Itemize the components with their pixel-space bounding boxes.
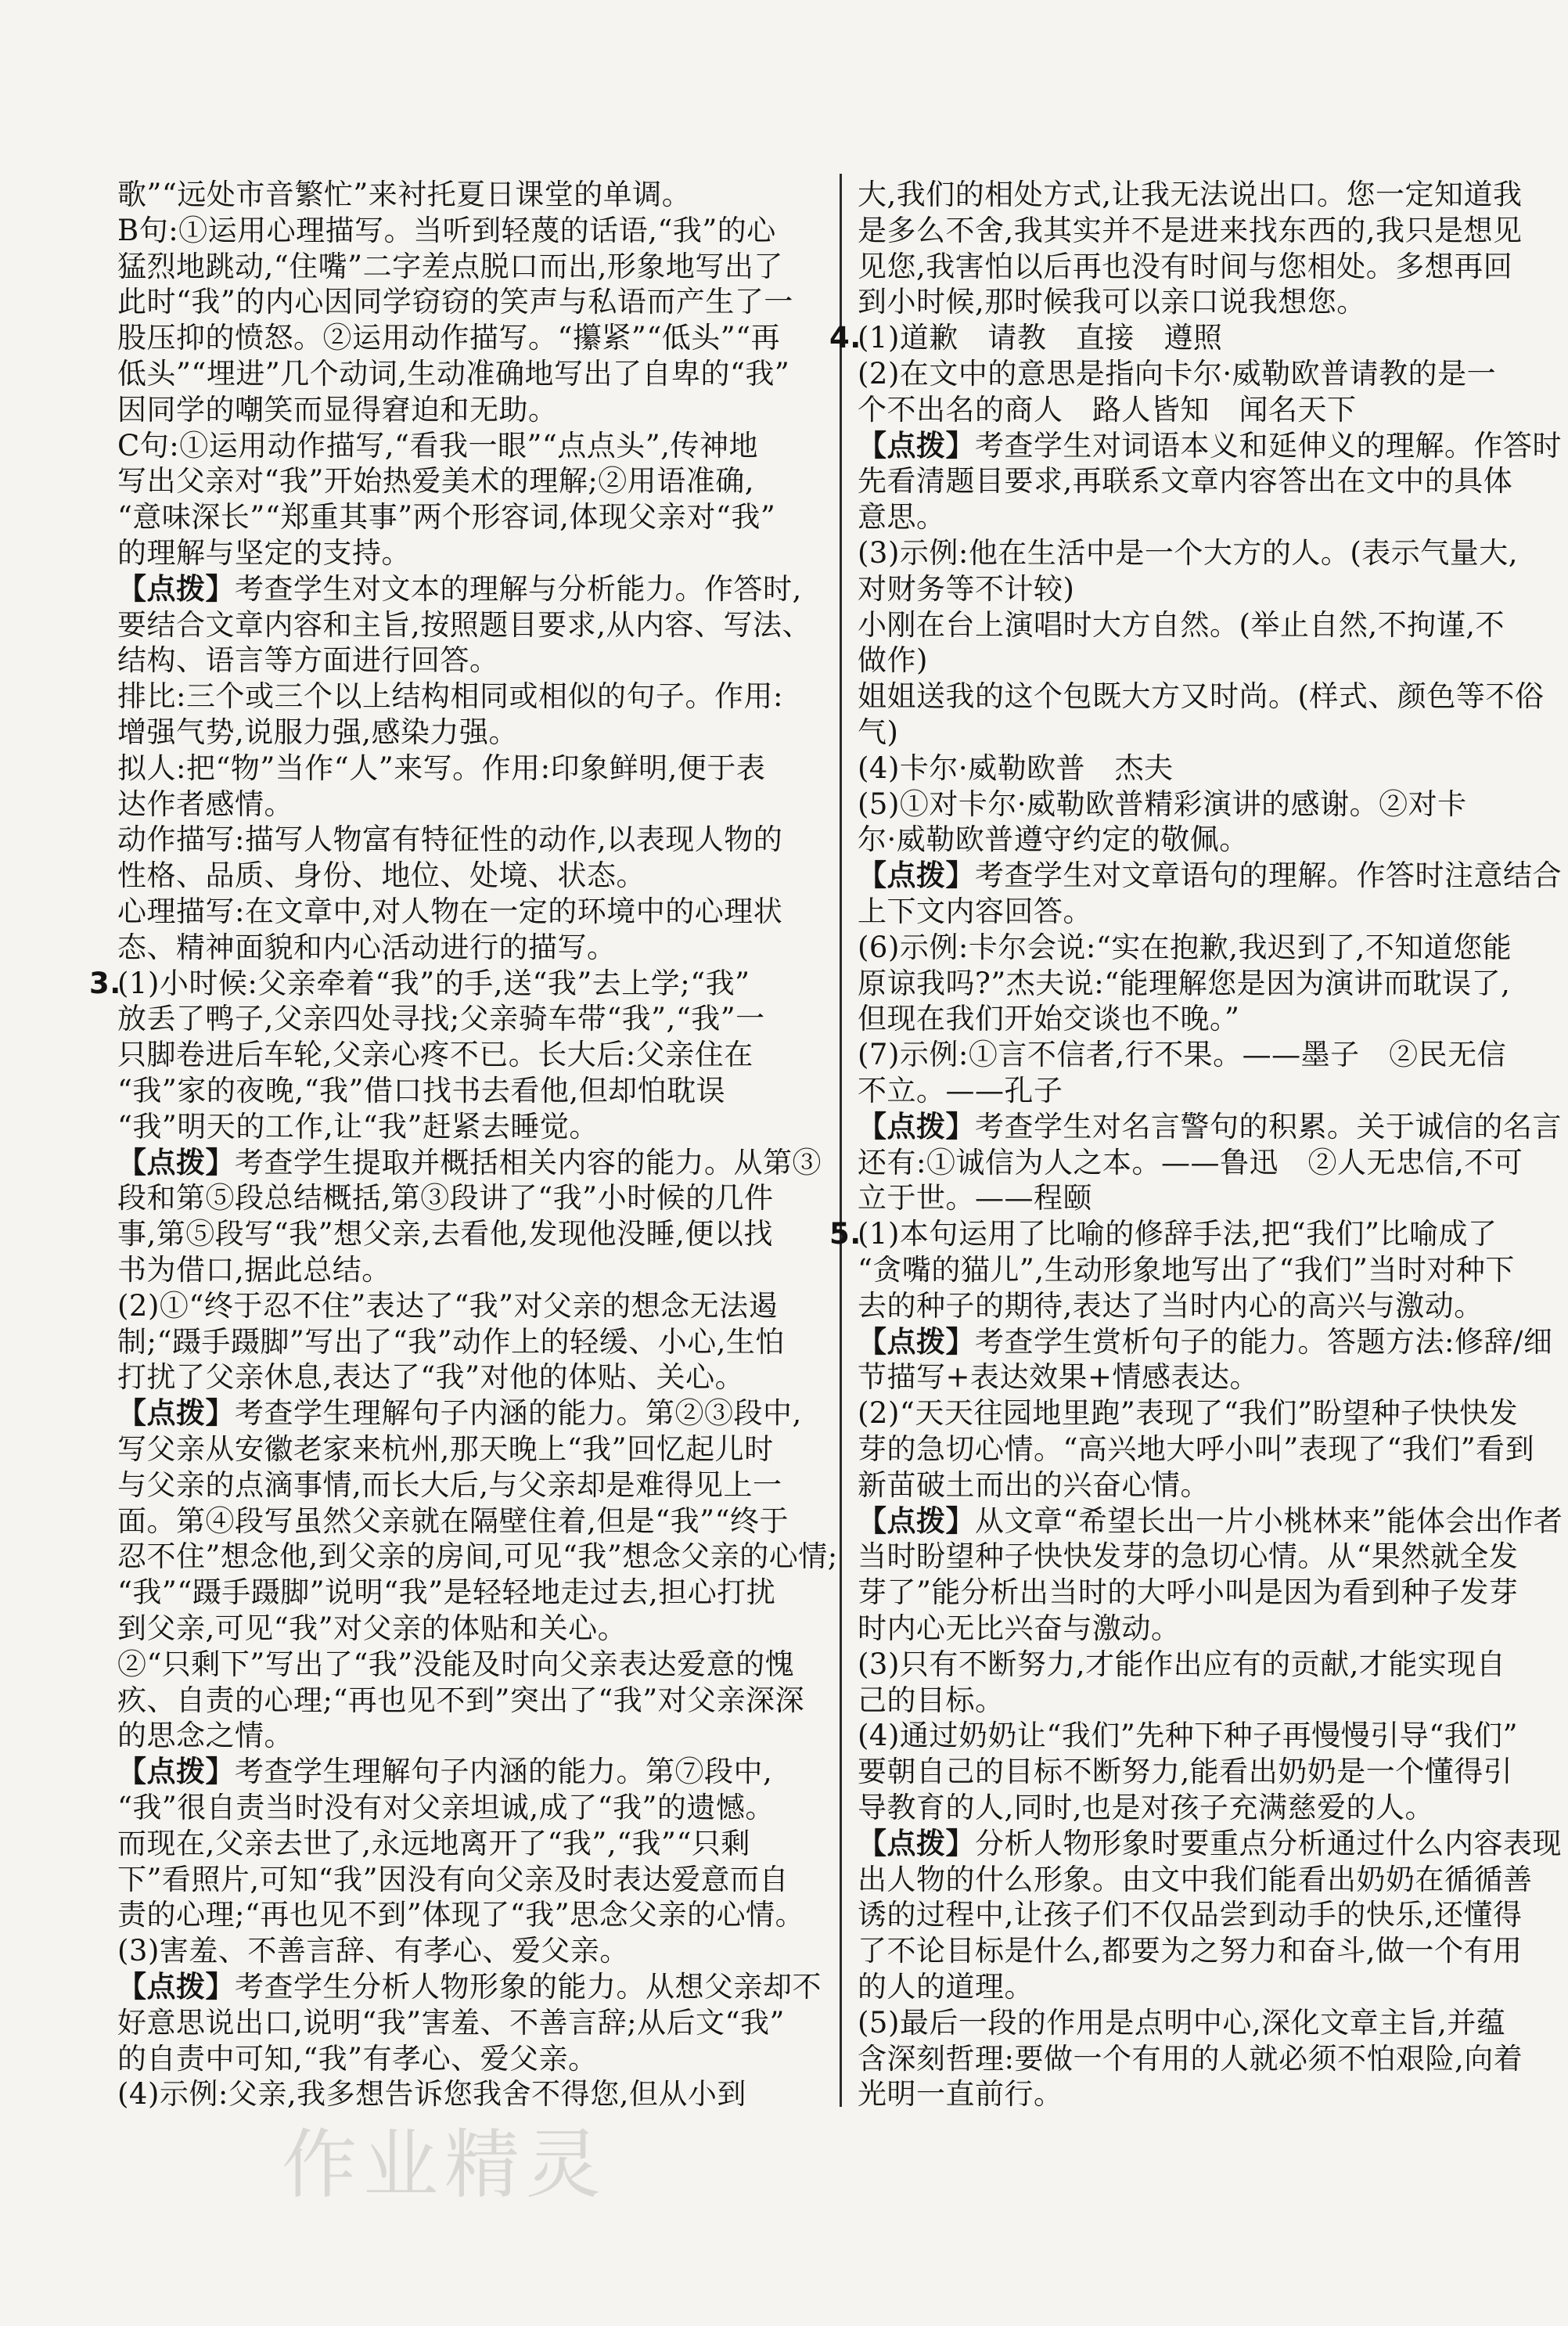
line-text: 导教育的人,同时,也是对孩子充满慈爱的人。 (858, 1791, 1435, 1824)
line-text: 打扰了父亲休息,表达了“我”对他的体贴、关心。 (117, 1360, 745, 1395)
line-text: 考查学生对文章语句的理解。作答时注意结合 (975, 859, 1562, 893)
line-text: 含深刻哲理:要做一个有用的人就必须不怕艰险,向着 (858, 2041, 1523, 2076)
line-text: 要朝自己的目标不断努力,能看出奶奶是一个懂得引 (858, 1755, 1513, 1789)
line-text: (2)在文中的意思是指向卡尔·威勒欧普请教的是一 (858, 357, 1497, 391)
line-text: (1)小时候:父亲牵着“我”的手,送“我”去上学;“我” (117, 966, 750, 1000)
line-text: 见您,我害怕以后再也没有时间与您相处。多想再回 (858, 249, 1513, 283)
line-text: 当时盼望种子快快发芽的急切心情。从“果然就全发 (858, 1539, 1519, 1574)
line-text: 好意思说出口,说明“我”害羞、不善言辞;从后文“我” (117, 2005, 785, 2040)
line-text: 原谅我吗?”杰夫说:“能理解您是因为演讲而耽误了, (858, 966, 1511, 1000)
line-text: 排比:三个或三个以上结构相同或相似的句子。作用: (117, 679, 783, 714)
line-text: 下”看照片,可知“我”因没有向父亲及时表达爱意而自 (117, 1862, 789, 1896)
line-text: 要结合文章内容和主旨,按照题目要求,从内容、写法、 (117, 607, 812, 642)
line-text: 写父亲从安徽老家来杭州,那天晚上“我”回忆起儿时 (117, 1432, 774, 1466)
hint-tag: 【点拨】 (858, 1503, 975, 1538)
line-text: 对财务等不计较) (858, 571, 1075, 606)
question-number: 3. (89, 966, 121, 1000)
hint-tag: 【点拨】 (858, 859, 975, 893)
line-text: 性格、品质、身份、地位、处境、状态。 (117, 859, 646, 893)
line-text: (1)本句运用了比喻的修辞手法,把“我们”比喻成了 (858, 1217, 1498, 1251)
line-text: 芽的急切心情。“高兴地大呼小叫”表现了“我们”看到 (858, 1432, 1535, 1466)
line-text: 到父亲,可见“我”对父亲的体贴和关心。 (117, 1611, 628, 1645)
line-text: 气) (858, 715, 899, 749)
line-text: 芽了”能分析出当时的大呼小叫是因为看到种子发芽 (858, 1575, 1519, 1610)
line-text: (4)卡尔·威勒欧普 杰夫 (858, 751, 1174, 785)
line-text: 写出父亲对“我”开始热爱美术的理解;②用语准确, (117, 464, 755, 499)
line-text: 己的目标。 (858, 1683, 1005, 1717)
line-text: 意思。 (858, 500, 946, 535)
line-text: 大,我们的相处方式,让我无法说出口。您一定知道我 (858, 178, 1523, 211)
line-text: 个不出名的商人 路人皆知 闻名天下 (858, 392, 1357, 427)
line-text: (3)害羞、不善言辞、有孝心、爱父亲。 (117, 1934, 629, 1968)
line-text: 考查学生赏析句子的能力。答题方法:修辞/细 (975, 1324, 1553, 1359)
line-text: 动作描写:描写人物富有特征性的动作,以表现人物的 (117, 823, 783, 857)
line-text: 不立。——孔子 (858, 1074, 1063, 1107)
line-text: 考查学生对文本的理解与分析能力。作答时, (235, 571, 802, 606)
line-text: 诱的过程中,让孩子们不仅品尝到动手的快乐,还懂得 (858, 1898, 1523, 1932)
question-number: 5. (829, 1217, 861, 1251)
line-text: 去的种子的期待,表达了当时内心的高兴与激动。 (858, 1288, 1483, 1323)
line-text: 制;“蹑手蹑脚”写出了“我”动作上的轻缓、小心,生怕 (117, 1324, 785, 1359)
line-text: (4)通过奶奶让“我们”先种下种子再慢慢引导“我们” (858, 1719, 1519, 1753)
question-number: 4. (829, 321, 861, 355)
line-text: ②“只剩下”写出了“我”没能及时向父亲表达爱意的愧 (117, 1647, 795, 1681)
line-text: 考查学生提取并概括相关内容的能力。从第③ (235, 1145, 822, 1179)
line-text: 了不论目标是什么,都要为之努力和奋斗,做一个有用 (858, 1934, 1523, 1968)
line-text: “我”“蹑手蹑脚”说明“我”是轻轻地走过去,担心打扰 (117, 1575, 776, 1610)
line-text: 的理解与坚定的支持。 (117, 536, 411, 570)
line-text: (4)示例:父亲,我多想告诉您我舍不得您,但从小到 (117, 2077, 746, 2112)
line-text: “意味深长”“郑重其事”两个形容词,体现父亲对“我” (117, 500, 776, 535)
line-text: 与父亲的点滴事情,而长大后,与父亲却是难得见上一 (117, 1467, 782, 1502)
column-divider (840, 174, 842, 2107)
hint-tag: 【点拨】 (117, 1396, 235, 1431)
line-text: “贪嘴的猫儿”,生动形象地写出了“我们”当时对种下 (858, 1253, 1515, 1287)
line-text: 分析人物形象时要重点分析通过什么内容表现 (975, 1826, 1562, 1860)
line-text: 考查学生对词语本义和延伸义的理解。作答时 (975, 428, 1562, 463)
line-text: 态、精神面貌和内心活动进行的描写。 (117, 930, 617, 964)
line-text: C句:①运用动作描写,“看我一眼”“点点头”,传神地 (117, 428, 758, 463)
line-text: 新苗破土而出的兴奋心情。 (858, 1467, 1210, 1502)
line-text: 是多么不舍,我其实并不是进来找东西的,我只是想见 (858, 213, 1523, 247)
line-text: 此时“我”的内心因同学窃窃的笑声与私语而产生了一 (117, 285, 793, 319)
line-text: 猛烈地跳动,“住嘴”二字差点脱口而出,形象地写出了 (117, 249, 783, 283)
line-text: 但现在我们开始交谈也不晚。” (858, 1002, 1240, 1036)
line-text: B句:①运用心理描写。当听到轻蔑的话语,“我”的心 (117, 213, 776, 247)
line-text: 股压抑的愤怒。②运用动作描写。“攥紧”“低头”“再 (117, 321, 781, 355)
line-text: 小刚在台上演唱时大方自然。(举止自然,不拘谨,不 (858, 607, 1505, 642)
hint-tag: 【点拨】 (117, 1755, 235, 1789)
line-text: “我”很自责当时没有对父亲坦诚,成了“我”的遗憾。 (117, 1791, 775, 1824)
hint-tag: 【点拨】 (117, 1145, 235, 1179)
line-text: 尔·威勒欧普遵守约定的敬佩。 (858, 823, 1249, 857)
line-text: 责的心理;“再也见不到”体现了“我”思念父亲的心情。 (117, 1898, 805, 1932)
line-text: 放丢了鸭子,父亲四处寻找;父亲骑车带“我”,“我”一 (117, 1002, 765, 1036)
line-text: (7)示例:①言不信者,行不果。——墨子 ②民无信 (858, 1038, 1507, 1072)
line-text: 事,第⑤段写“我”想父亲,去看他,发现他没睡,便以找 (117, 1217, 773, 1251)
line-text: 的思念之情。 (117, 1719, 293, 1753)
line-text: 考查学生分析人物形象的能力。从想父亲却不 (235, 1970, 822, 2004)
line-text: 疚、自责的心理;“再也见不到”突出了“我”对父亲深深 (117, 1683, 805, 1717)
line-text: 做作) (858, 643, 928, 678)
hint-tag: 【点拨】 (117, 1970, 235, 2004)
text-line (858, 2073, 1063, 2115)
line-text: 从文章“希望长出一片小桃林来”能体会出作者 (975, 1503, 1563, 1538)
line-text: (3)只有不断努力,才能作出应有的贡献,才能实现自 (858, 1647, 1506, 1681)
line-text: 上下文内容回答。 (858, 895, 1092, 928)
line-text: 增强气势,说服力强,感染力强。 (117, 715, 519, 749)
line-text: 因同学的嘲笑而显得窘迫和无助。 (117, 392, 558, 427)
line-text: 考查学生理解句子内涵的能力。第⑦段中, (235, 1755, 773, 1789)
line-text: (6)示例:卡尔会说:“实在抱歉,我迟到了,不知道您能 (858, 930, 1512, 964)
hint-tag: 【点拨】 (117, 571, 235, 606)
line-text: 只脚卷进后车轮,父亲心疼不已。长大后:父亲住在 (117, 1038, 753, 1072)
line-text: 低头”“埋进”几个动词,生动准确地写出了自卑的“我” (117, 357, 790, 391)
line-text: 的人的道理。 (858, 1970, 1034, 2004)
line-text: (5)最后一段的作用是点明中心,深化文章主旨,并蕴 (858, 2005, 1506, 2040)
line-text: 拟人:把“物”当作“人”来写。作用:印象鲜明,便于表 (117, 751, 766, 785)
line-text: 书为借口,据此总结。 (117, 1253, 391, 1287)
line-text: (5)①对卡尔·威勒欧普精彩演讲的感谢。②对卡 (858, 787, 1467, 821)
line-text: 光明一直前行。 (858, 2077, 1063, 2112)
line-text: 结构、语言等方面进行回答。 (117, 643, 499, 678)
hint-tag: 【点拨】 (858, 1324, 975, 1359)
line-text: 姐姐送我的这个包既大方又时尚。(样式、颜色等不俗 (858, 679, 1545, 714)
line-text: (2)“天天往园地里跑”表现了“我们”盼望种子快快发 (858, 1396, 1519, 1431)
line-text: 歌”“远处市音繁忙”来衬托夏日课堂的单调。 (117, 178, 692, 211)
line-text: “我”家的夜晚,“我”借口找书去看他,但却怕耽误 (117, 1074, 726, 1107)
line-text: 时内心无比兴奋与激动。 (858, 1611, 1181, 1645)
line-text: (2)①“终于忍不住”表达了“我”对父亲的想念无法遏 (117, 1288, 779, 1323)
line-text: “我”明天的工作,让“我”赶紧去睡觉。 (117, 1109, 599, 1143)
line-text: 心理描写:在文章中,对人物在一定的环境中的心理状 (117, 895, 783, 928)
line-text: 出人物的什么形象。由文中我们能看出奶奶在循循善 (858, 1862, 1533, 1896)
line-text: 的自责中可知,“我”有孝心、爱父亲。 (117, 2041, 598, 2076)
hint-tag: 【点拨】 (858, 428, 975, 463)
line-text: 到小时候,那时候我可以亲口说我想您。 (858, 285, 1366, 319)
text-line (858, 604, 1505, 646)
line-text: 立于世。——程颐 (858, 1181, 1092, 1215)
line-text: 段和第⑤段总结概括,第③段讲了“我”小时候的几件 (117, 1181, 774, 1215)
text-line (858, 675, 1544, 718)
line-text: 达作者感情。 (117, 787, 293, 821)
watermark-logo: 作业精灵 (282, 2121, 607, 2209)
line-text: 考查学生理解句子内涵的能力。第②③段中, (235, 1396, 802, 1431)
hint-tag: 【点拨】 (858, 1826, 975, 1860)
text-line (858, 460, 1512, 502)
line-text: 而现在,父亲去世了,永远地离开了“我”,“我”“只剩 (117, 1826, 750, 1860)
line-text: (1)道歉 请教 直接 遵照 (858, 321, 1223, 355)
hint-tag: 【点拨】 (858, 1109, 975, 1143)
line-text: 节描写+表达效果+情感表达。 (858, 1360, 1260, 1395)
line-text: 面。第④段写虽然父亲就在隔壁住着,但是“我”“终于 (117, 1503, 789, 1538)
line-text: 还有:①诚信为人之本。——鲁迅 ②人无忠信,不可 (858, 1145, 1523, 1179)
line-text: (3)示例:他在生活中是一个大方的人。(表示气量大, (858, 536, 1519, 570)
line-text: 考查学生对名言警句的积累。关于诚信的名言 (975, 1109, 1562, 1143)
line-text: 忍不住”想念他,到父亲的房间,可见“我”想念父亲的心情; (117, 1539, 838, 1574)
line-text: 先看清题目要求,再联系文章内容答出在文中的具体 (858, 464, 1513, 499)
